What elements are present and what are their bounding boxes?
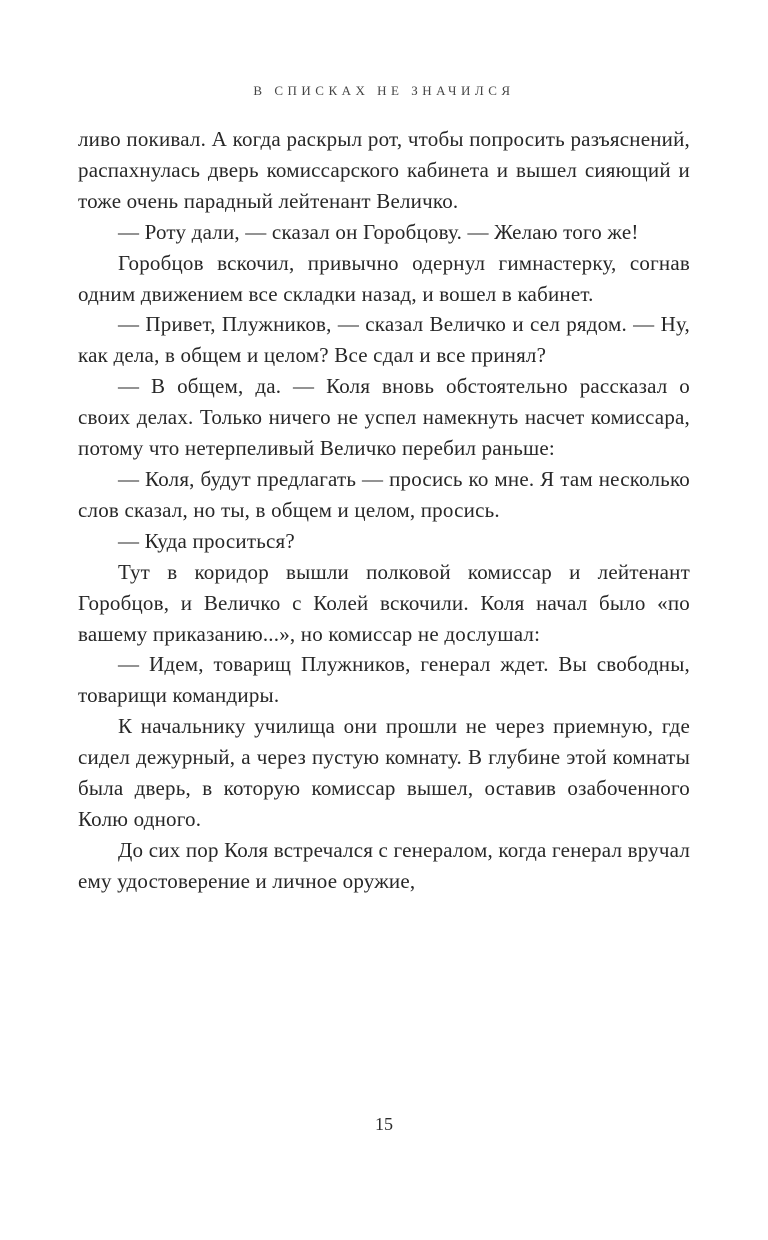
paragraph: — Куда проситься? <box>118 528 295 553</box>
paragraph: — В общем, да. — Коля вновь обстоятельно рассказал о своих делах. Только ничего не успел намекнуть насчет комиссара, потому что нетерпеливый Величко перебил раньше: <box>78 374 690 461</box>
paragraph: ливо покивал. А когда раскрыл рот, чтобы попросить разъяснений, распахнулась дверь комиссарского кабинета и вышел сияющий и тоже очень парадный лейтенант Величко. <box>78 127 690 213</box>
paragraph: — Привет, Плужников, — сказал Величко и сел рядом. — Ну, как дела, в общем и целом? Все сдал и все принял? <box>78 312 690 368</box>
paragraph: Тут в коридор вышли полковой комиссар и лейтенант Горобцов, и Величко с Колей вскочили. Коля начал было «по вашему приказанию...», но комиссар не дослушал: <box>78 559 690 646</box>
paragraph: Горобцов вскочил, привычно одернул гимнастерку, согнав одним движением все складки назад, и вошел в кабинет. <box>78 250 690 306</box>
paragraph: — Роту дали, — сказал он Горобцову. — Желаю того же! <box>118 219 639 244</box>
paragraph: До сих пор Коля встречался с генералом, когда генерал вручал ему удостоверение и личное оружие, <box>78 837 690 893</box>
running-header: В СПИСКАХ НЕ ЗНАЧИЛСЯ <box>253 83 515 98</box>
page-number: 15 <box>375 1114 393 1134</box>
text-block <box>78 124 690 897</box>
paragraph: — Коля, будут предлагать — просись ко мне. Я там несколько слов сказал, но ты, в общем и целом, просись. <box>78 466 690 522</box>
paragraph: К начальнику училища они прошли не через приемную, где сидел дежурный, а через пустую комнату. В глубине этой комнаты была дверь, в которую комиссар вышел, оставив озабоченного Колю одного. <box>78 714 690 831</box>
paragraph: — Идем, товарищ Плужников, генерал ждет. Вы свободны, товарищи командиры. <box>78 652 690 708</box>
